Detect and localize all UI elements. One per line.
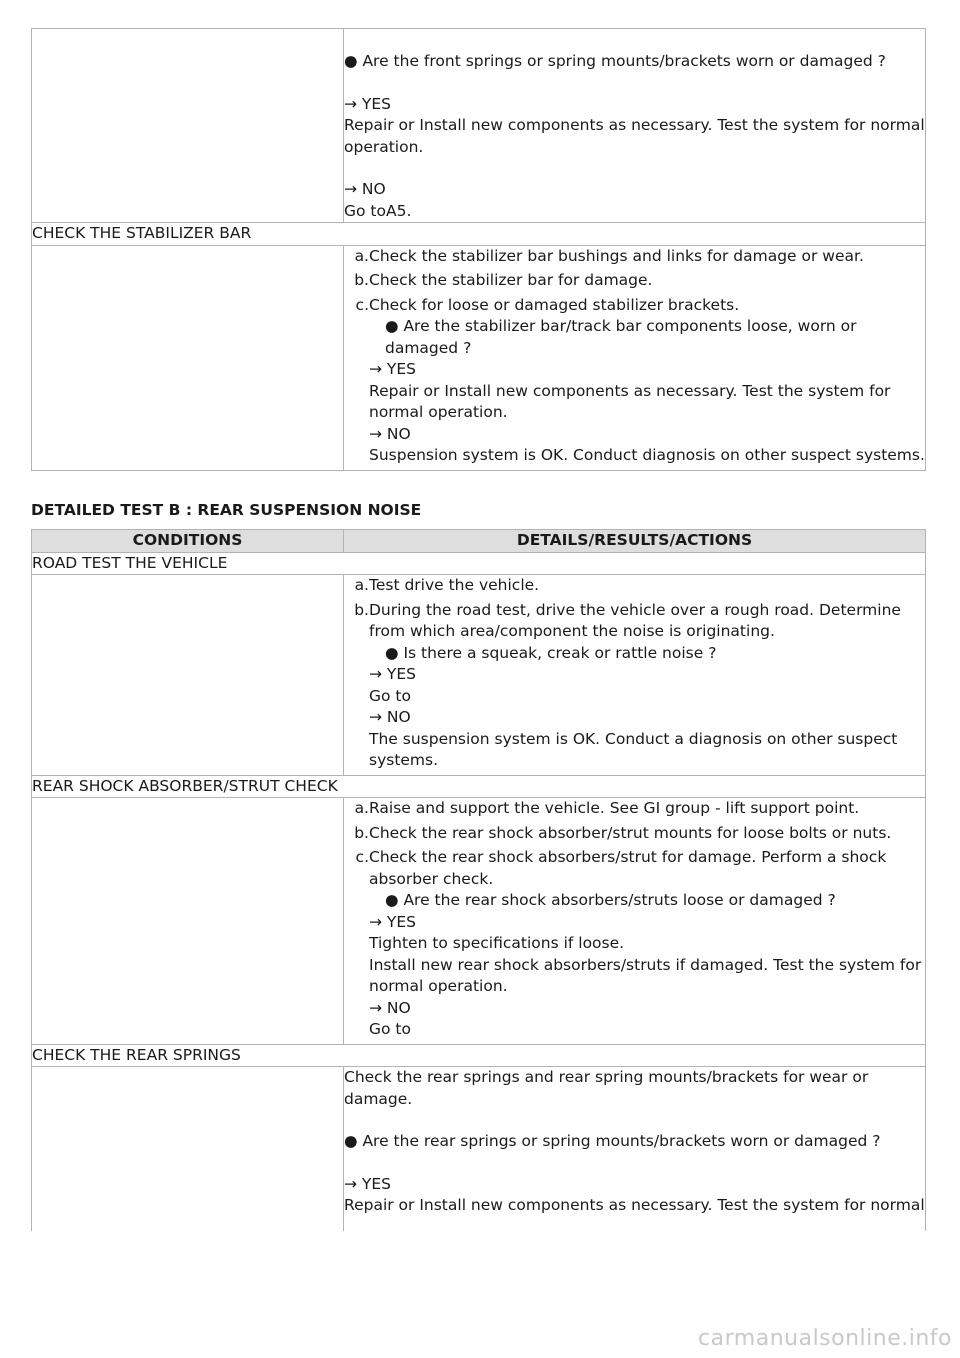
table-row — [32, 798, 926, 1045]
step-list — [344, 575, 925, 772]
no-label: → NO — [369, 998, 411, 1017]
yes-label: → YES — [369, 360, 417, 378]
list-item: a. Check the stabilizer bar bushings and links for damage or wear. — [354, 246, 864, 265]
table-row — [32, 245, 926, 470]
table-row — [32, 1067, 926, 1232]
section-title-stabilizer: CHECK THE STABILIZER BAR — [32, 223, 926, 246]
yes-text: Repair or Install new components as necessary. Test the system for normal — [344, 1196, 925, 1214]
list-item: a. Raise and support the vehicle. See GI group - lift support point. — [354, 799, 860, 817]
details-cell — [344, 29, 926, 223]
intro-text: Check the rear springs and rear spring mounts/brackets for wear or damage. — [344, 1068, 869, 1108]
list-item: c. Check the rear shock absorbers/strut for damage. Perform a shock absorber check. ● Are the rear shock absorbers/struts loose or damaged ? → YES Tighten to specifications if loose. Install new rear shock absorbers/struts if damaged. Test the system for normal operation. → NO Go to — [344, 847, 925, 1041]
section-title-rear-springs: CHECK THE REAR SPRINGS — [32, 1044, 926, 1067]
section-title-road-test: ROAD TEST THE VEHICLE — [32, 552, 926, 575]
details-cell — [344, 575, 926, 776]
yes-text: Repair or Install new components as necessary. Test the system for normal operation. — [369, 381, 891, 421]
yes-label: → YES — [344, 94, 392, 113]
yes-label: → YES — [369, 912, 417, 931]
yes-label: → YES — [369, 665, 417, 683]
section-row — [32, 223, 926, 246]
no-label: → NO — [344, 180, 386, 198]
question-text: ● Are the rear shock absorbers/struts loose or damaged ? — [385, 891, 836, 909]
question-text: ● Is there a squeak, creak or rattle noise ? — [385, 643, 717, 662]
diagnostic-table-a — [31, 28, 926, 471]
no-text: Suspension system is OK. Conduct diagnosis on other suspect systems. — [369, 446, 925, 464]
no-text: Go to — [369, 1020, 411, 1038]
watermark: carmanualsonline.info — [698, 1326, 952, 1351]
section-row — [32, 775, 926, 798]
yes-label: → YES — [344, 1174, 392, 1193]
no-text: Go toA5. — [344, 201, 412, 220]
page-title: DETAILED TEST B : REAR SUSPENSION NOISE — [31, 501, 422, 519]
list-item: c. Check for loose or damaged stabilizer brackets. ● Are the stabilizer bar/track bar components loose, worn or damaged ? → YES Repair or Install new components as necessary. Test the system for normal operation. → NO Suspension system is OK. Conduct diagnosis on other suspect systems. — [344, 295, 925, 467]
list-item: a. Test drive the vehicle. — [354, 576, 540, 594]
details-cell — [344, 1067, 926, 1232]
step-list — [344, 798, 925, 1041]
question-text: ● Are the front springs or spring mounts/brackets worn or damaged ? — [344, 52, 886, 70]
yes-text: Install new rear shock absorbers/struts if damaged. Test the system for normal operation. — [369, 955, 922, 995]
conditions-cell — [32, 798, 344, 1045]
step-list — [344, 246, 925, 467]
list-item: b. Check the rear shock absorber/strut mounts for loose bolts or nuts. — [354, 823, 892, 842]
no-label: → NO — [369, 708, 411, 726]
conditions-cell — [32, 29, 344, 223]
details-cell — [344, 798, 926, 1045]
question-text: ● Are the stabilizer bar/track bar components loose, worn or damaged ? — [385, 317, 857, 357]
section-title-shock-check: REAR SHOCK ABSORBER/STRUT CHECK — [32, 775, 926, 798]
yes-text: Go to — [369, 686, 411, 705]
table-row — [32, 29, 926, 223]
section-row — [32, 1044, 926, 1067]
conditions-cell — [32, 245, 344, 470]
diagnostic-table-b — [31, 529, 926, 1231]
column-header-details: DETAILS/RESULTS/ACTIONS — [344, 530, 926, 553]
section-row — [32, 552, 926, 575]
list-item: b. Check the stabilizer bar for damage. — [354, 271, 653, 289]
no-text: The suspension system is OK. Conduct a diagnosis on other suspect systems. — [369, 729, 898, 769]
no-label: → NO — [369, 424, 411, 443]
table-header-row — [32, 530, 926, 553]
conditions-cell — [32, 1067, 344, 1232]
question-text: ● Are the rear springs or spring mounts/brackets worn or damaged ? — [344, 1132, 881, 1150]
table-row — [32, 575, 926, 776]
yes-text: Tighten to specifications if loose. — [369, 934, 625, 952]
conditions-cell — [32, 575, 344, 776]
details-cell — [344, 245, 926, 470]
list-item: b. During the road test, drive the vehicle over a rough road. Determine from which area/component the noise is originating. ● Is there a squeak, creak or rattle noise ? → YES Go to → NO The suspension system is OK. Conduct a diagnosis on other suspect systems. — [344, 600, 925, 772]
yes-text: Repair or Install new components as necessary. Test the system for normal operation. — [344, 116, 925, 156]
column-header-conditions: CONDITIONS — [32, 530, 344, 553]
